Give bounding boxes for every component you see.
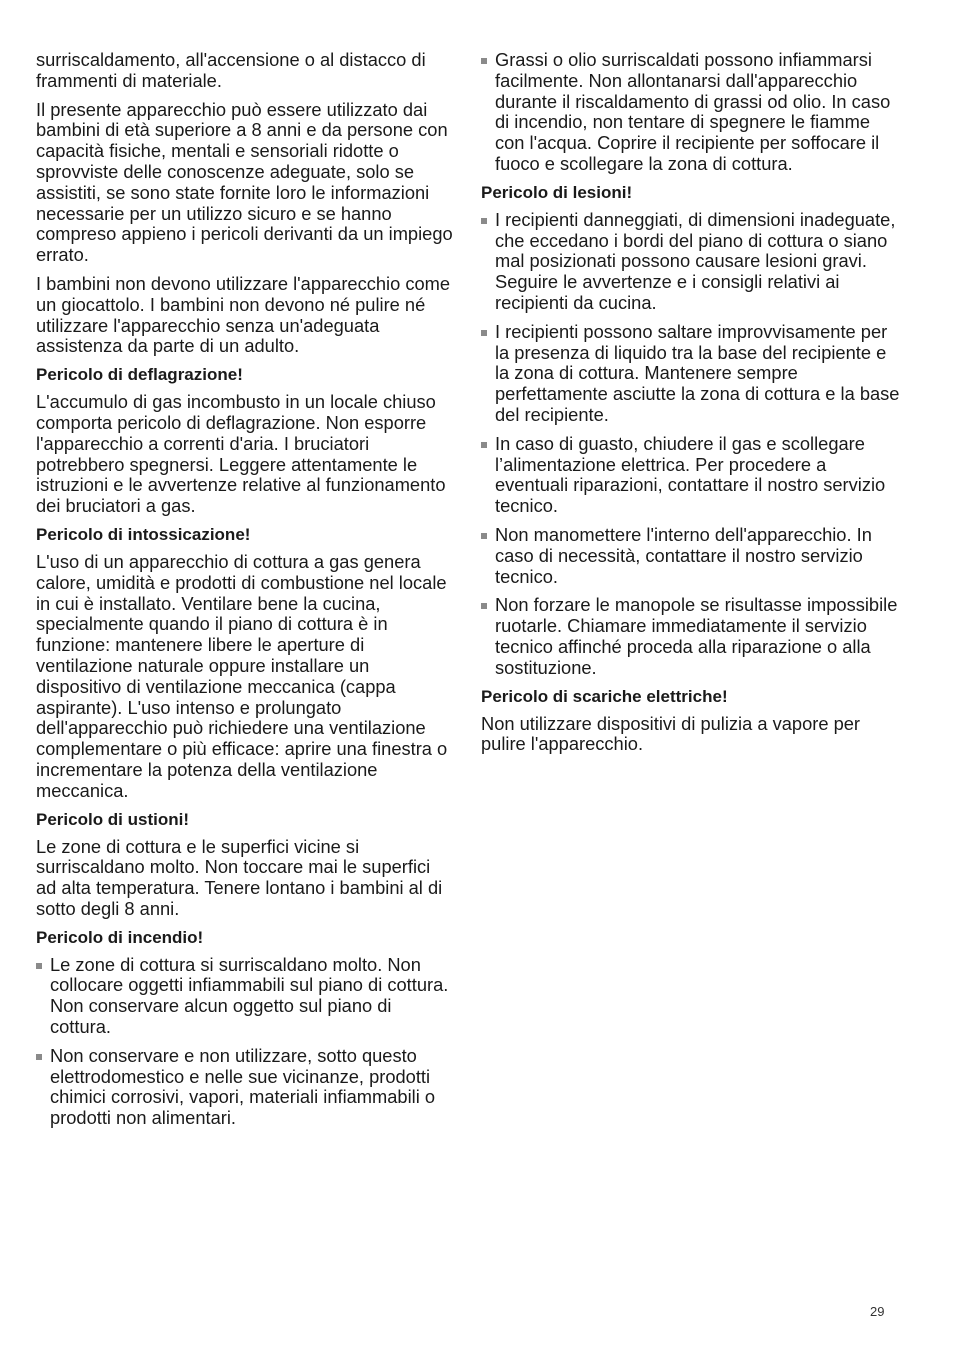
fire-list-continued bbox=[481, 50, 901, 175]
list-item: Le zone di cottura si surriscaldano molto. Non collocare oggetti infiammabili sul piano di cottura. Non conservare alcun oggetto sul piano di cottura. bbox=[36, 955, 454, 1038]
right-column bbox=[481, 50, 901, 763]
list-item: Non forzare le manopole se risultasse impossibile ruotarle. Chiamare immediatamente il servizio tecnico affinché proceda alla riparazione o alla sostituzione. bbox=[481, 595, 901, 678]
deflagration-text: L'accumulo di gas incombusto in un locale chiuso comporta pericolo di deflagrazione. Non esporre l'apparecchio a correnti d'aria. I bruciatori potrebbero spegnersi. Leggere attentamente le istruzioni e le avvertenze relative al funzionamento dei bruciatori a gas. bbox=[36, 391, 446, 517]
list-item: Grassi o olio surriscaldati possono infiammarsi facilmente. Non allontanarsi dall'apparecchio durante il riscaldamento di grassi od olio. In caso di incendio, non tentare di spegnere le fiamme con l'acqua. Coprire il recipiente per soffocare il fuoco e scollegare la zona di cottura. bbox=[481, 50, 901, 175]
burns-text: Le zone di cottura e le superfici vicine si surriscaldano molto. Non toccare mai le superfici ad alta temperatura. Tenere lontano i bambini al di sotto degli 8 anni. bbox=[36, 835, 443, 919]
list-item: I recipienti possono saltare improvvisamente per la presenza di liquido tra la base del recipiente e la zona di cottura. Mantenere sempre perfettamente asciutte la zona di cottura e la base del recipiente. bbox=[481, 322, 901, 426]
electric-text: Non utilizzare dispositivi di pulizia a vapore per pulire l'apparecchio. bbox=[481, 712, 861, 755]
intoxication-text: L'uso di un apparecchio di cottura a gas genera calore, umidità e prodotti di combustione nel locale in cui è installato. Ventilare bene la cucina, specialmente quando il piano di cottura è in funzione: mantenere libere le aperture di ventilazione naturale oppure installare un dispositivo di ventilazione meccanica (cappa aspirante). L'uso intenso e prolungato dell'apparecchio può richiedere una ventilazione complementare o più efficace: aprire una finestra o incrementare la potenza della ventilazione meccanica. bbox=[36, 550, 448, 801]
page-number: 29 bbox=[870, 1304, 885, 1319]
list-item: Non manomettere l'interno dell'apparecchio. In caso di necessità, contattare il nostro servizio tecnico. bbox=[481, 525, 901, 587]
heading-electric: Pericolo di scariche elettriche! bbox=[481, 686, 728, 706]
list-item: In caso di guasto, chiudere il gas e scollegare l’alimentazione elettrica. Per procedere a eventuali riparazioni, contattare il nostro servizio tecnico. bbox=[481, 434, 901, 517]
fire-list bbox=[36, 955, 454, 1129]
heading-fire: Pericolo di incendio! bbox=[36, 927, 204, 947]
heading-injury: Pericolo di lesioni! bbox=[481, 182, 633, 202]
heading-deflagration: Pericolo di deflagrazione! bbox=[36, 365, 243, 385]
injury-list bbox=[481, 210, 901, 679]
intro-paragraph-3: I bambini non devono utilizzare l'apparecchio come un giocattolo. I bambini non devono né pulire né utilizzare l'apparecchio senza un'adeguata assistenza da parte di un adulto. bbox=[36, 272, 451, 357]
intro-paragraph-2: Il presente apparecchio può essere utilizzato dai bambini di età superiore a 8 anni e da persone con capacità fisiche, mentali e sensoriali ridotte o sprovviste delle conoscenze adeguate, solo se assistiti, se sono state fornite loro le informazioni necessarie per un utilizzo sicuro e se hanno compreso appieno i pericoli derivanti da un impiego errato. bbox=[36, 98, 453, 266]
list-item: I recipienti danneggiati, di dimensioni inadeguate, che eccedano i bordi del piano di cottura o siano mal posizionati possono causare lesioni gravi. Seguire le avvertenze e i consigli relativi ai recipienti da cucina. bbox=[481, 210, 901, 314]
heading-intoxication: Pericolo di intossicazione! bbox=[36, 524, 251, 544]
heading-burns: Pericolo di ustioni! bbox=[36, 809, 190, 829]
intro-paragraph-1: surriscaldamento, all'accensione o al distacco di frammenti di materiale. bbox=[36, 49, 426, 91]
list-item: Non conservare e non utilizzare, sotto questo elettrodomestico e nelle sue vicinanze, prodotti chimici corrosivi, vapori, materiali infiammabili o prodotti non alimentari. bbox=[36, 1046, 454, 1129]
left-column bbox=[36, 50, 454, 1137]
